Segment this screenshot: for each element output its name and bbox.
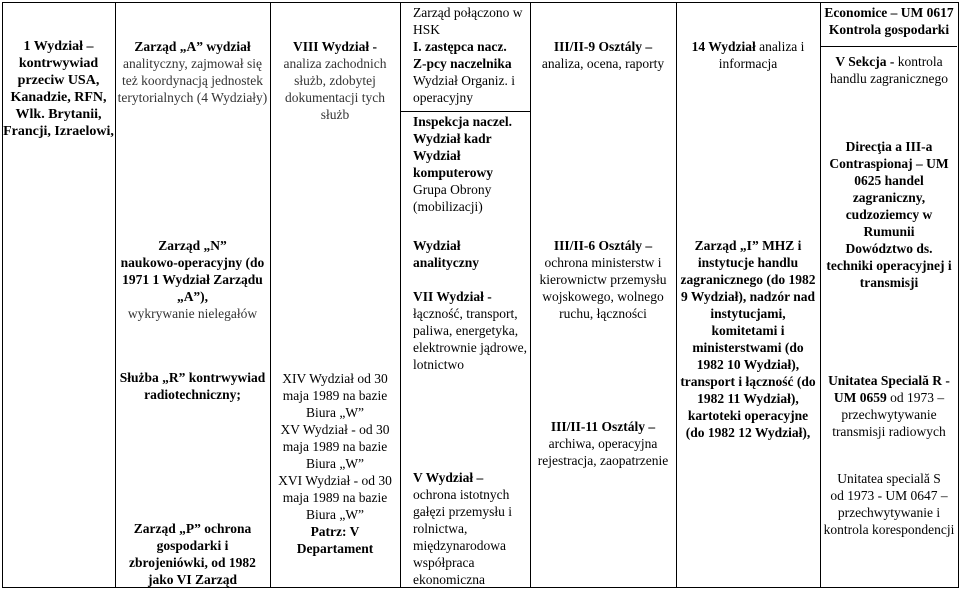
v-sekcja-title: V Sekcja - bbox=[835, 54, 895, 69]
zarzad-n-block bbox=[117, 237, 268, 322]
wydzial-xv: XV Wydział - od 30 maja 1989 na bazie Biura „W” bbox=[280, 422, 390, 471]
v-sekcja-block bbox=[822, 53, 956, 87]
osztaly-9-block bbox=[532, 38, 674, 72]
dowodztwo-block: Dowództwo ds. techniki operacyjnej i transmisji bbox=[826, 241, 952, 290]
sluzba-r-block: Służba „R” kontrwywiad radiotechniczny; bbox=[119, 370, 266, 402]
unitatea-r-title: Unitatea Specială R - UM 0659 bbox=[828, 373, 950, 405]
zarzad-a-body: analityczny, zajmował się też koordynacją jednostek terytorialnych (4 Wydziały) bbox=[117, 56, 268, 105]
hsk-row: operacyjny bbox=[413, 90, 473, 105]
wydzial-xiv-xvi-block bbox=[272, 370, 398, 557]
wydzial-v-block bbox=[413, 469, 529, 588]
hsk-row: I. zastępca nacz. bbox=[413, 39, 507, 54]
column-divider bbox=[820, 2, 821, 587]
unitatea-r-body: od 1973 – przechwytywanie transmisji radiowych bbox=[832, 390, 946, 439]
directia-iii-block: Direcţia a III-a Contraspionaj – UM 0625 handel zagraniczny, cudzoziemcy w Rumunii bbox=[829, 139, 949, 239]
wydzial-analityczny: Wydział analityczny bbox=[413, 238, 479, 270]
hsk-list bbox=[413, 38, 529, 106]
osztaly-6-body: ochrona ministerstw i kierownictw przemysłu wojskowego, wolnego ruchu, łączności bbox=[539, 255, 667, 321]
hsk-row: Z-pcy naczelnika bbox=[413, 56, 512, 71]
hsk-row: Grupa Obrony (mobilizacji) bbox=[413, 182, 492, 214]
economice-block: Economice – UM 0617 Kontrola gospodarki bbox=[824, 5, 954, 37]
column-divider bbox=[400, 2, 401, 587]
wydzial-xvi: XVI Wydział - od 30 maja 1989 na bazie Biura „W” bbox=[278, 473, 392, 522]
osztaly-9-title: III/II-9 Osztály – bbox=[553, 39, 653, 54]
zarzad-n-extra: wykrywanie nielegałów bbox=[127, 306, 258, 321]
column-divider bbox=[530, 2, 531, 587]
zarzad-p-block: Zarząd „P” ochrona gospodarki i zbrojeniówki, od 1982 jako VI Zarząd bbox=[129, 521, 256, 587]
hsk-row: Wydział Organiz. i bbox=[413, 73, 516, 88]
wydzial-v-body: ochrona istotnych gałęzi przemysłu i rolnictwa, międzynarodowa współpraca ekonomiczna bbox=[413, 487, 512, 587]
wydzial-viii-block bbox=[272, 38, 398, 123]
osztaly-11-title: III/II-11 Osztály – bbox=[550, 419, 656, 434]
osztaly-11-body: archiwa, operacyjna rejestracja, zaopatrzenie bbox=[537, 436, 669, 468]
unitatea-s-title: Unitatea specială S bbox=[837, 471, 941, 486]
column-divider bbox=[115, 2, 116, 587]
wydzial-14-block bbox=[678, 38, 818, 72]
column-divider bbox=[270, 2, 271, 587]
wydzial-vii-title: VII Wydział - bbox=[413, 289, 492, 304]
osztaly-6-block bbox=[532, 237, 674, 322]
zarzad-n-title: Zarząd „N” bbox=[158, 238, 227, 253]
zarzad-a-title: Zarząd „A” wydział bbox=[134, 39, 251, 54]
hsk-title: Zarząd połączono w HSK bbox=[413, 5, 523, 37]
zarzad-a-block bbox=[117, 38, 268, 106]
row-divider bbox=[400, 111, 530, 112]
v-sekcja-body: kontrola handlu zagranicznego bbox=[829, 54, 949, 86]
hsk-row: Wydział komputerowy bbox=[413, 148, 494, 180]
wydzial-v-title: V Wydział – bbox=[413, 470, 484, 485]
unitatea-r-block bbox=[822, 372, 956, 440]
hsk-list-2 bbox=[413, 113, 529, 215]
osztaly-9-body: analiza, ocena, raporty bbox=[541, 56, 665, 71]
osztaly-11-block bbox=[532, 418, 674, 469]
zarzad-i-block: Zarząd „I” MHZ i instytucje handlu zagranicznego (do 1982 9 Wydział), nadzór nad instytucjami, komitetami i ministerstwami (do 1982 10 Wydział), transport i łączność (do 1982 11 Wydział), kartoteki operacyjne (do 1982 12 Wydział), bbox=[680, 238, 816, 440]
wydzial-14-body: analiza i informacja bbox=[718, 39, 805, 71]
col1-text: 1 Wydział – kontrwywiad przeciw USA, Kanadzie, RFN, Wlk. Brytanii, Francji, Izraelowi, bbox=[3, 39, 114, 139]
wydzial-viii-body: analiza zachodnich służb, zdobytej dokumentacji tych służb bbox=[283, 56, 387, 122]
wydzial-14-title: 14 Wydział bbox=[691, 39, 756, 54]
hsk-row: Inspekcja naczel. bbox=[413, 114, 512, 129]
hsk-row: Wydział kadr bbox=[413, 131, 492, 146]
wydzial-vii-body: łączność, transport, paliwa, energetyka, elektrownie jądrowe, lotnictwo bbox=[413, 306, 527, 372]
row-divider bbox=[820, 46, 957, 47]
wydzial-vii-block bbox=[413, 288, 529, 373]
unitatea-s-block bbox=[822, 470, 956, 538]
patrz-note: Patrz: V Departament bbox=[296, 524, 374, 556]
osztaly-6-title: III/II-6 Osztály – bbox=[553, 238, 653, 253]
wydzial-viii-title: VIII Wydział - bbox=[292, 39, 377, 54]
unitatea-s-body: od 1973 - UM 0647 – przechwytywanie i kontrola korespondencji bbox=[823, 488, 955, 537]
zarzad-n-body: naukowo-operacyjny (do 1971 1 Wydział Zarządu „A”), bbox=[120, 255, 265, 304]
wydzial-xiv: XIV Wydział od 30 maja 1989 na bazie Biura „W” bbox=[282, 371, 388, 420]
column-divider bbox=[676, 2, 677, 587]
